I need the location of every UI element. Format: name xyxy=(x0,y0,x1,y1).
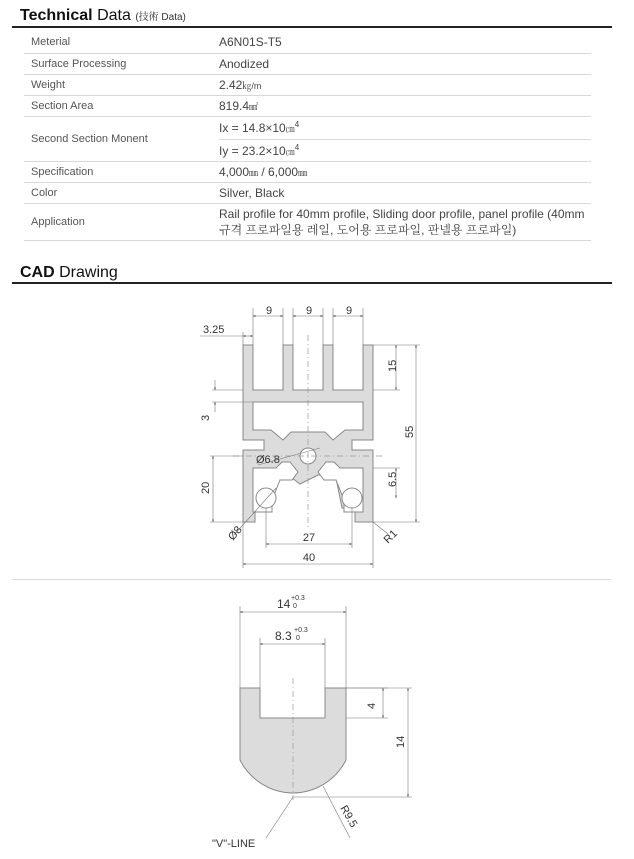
dim-4: 4 xyxy=(366,702,378,709)
ix-unit: ㎝ xyxy=(285,124,295,134)
cad-title-light: Drawing xyxy=(59,264,118,281)
dim-20: 20 xyxy=(200,481,212,494)
v-line-label: "V"-LINE xyxy=(212,838,256,850)
dim-8-3-width: 8.3 xyxy=(275,629,292,643)
application-line-1: Rail profile for 40mm profile, Sliding door profile, panel profile (40mm xyxy=(219,206,585,221)
cad-title-strong: CAD xyxy=(20,264,55,281)
dim-dia-6-8: Ø6.8 xyxy=(256,454,280,466)
area-unit: ㎟ xyxy=(249,101,259,112)
dim-r9-5: R9.5 xyxy=(337,803,360,830)
row-label: Second Section Monent xyxy=(24,116,219,161)
right-hole xyxy=(342,488,362,508)
dim-40: 40 xyxy=(302,552,316,564)
row-value: Anodized xyxy=(219,53,591,74)
row-label: Color xyxy=(24,182,219,203)
dim-3: 3 xyxy=(200,414,212,421)
dim-9-a: 9 xyxy=(265,305,273,317)
dim-14-width: 14 xyxy=(277,597,291,611)
dimension-lines-top xyxy=(200,308,363,345)
spec-value-b: / 6,000 xyxy=(258,164,299,179)
area-value: 819.4 xyxy=(219,98,250,113)
application-line-2: 규격 프로파일용 레일, 도어용 프로파일, 판넬용 프로파일) xyxy=(219,222,517,237)
dim-8-3-tol-up: +0.3 xyxy=(294,627,308,634)
weight-unit: ㎏/m xyxy=(242,80,262,91)
technical-title-strong: Technical xyxy=(20,7,93,24)
row-value: A6N01S-T5 xyxy=(219,32,591,53)
dim-14-tol-down: 0 xyxy=(293,603,297,610)
row-value: Silver, Black xyxy=(219,182,591,203)
ix-value: Ix = 14.8×10 xyxy=(219,121,286,135)
row-label: Surface Processing xyxy=(24,53,219,74)
dim-14-height: 14 xyxy=(395,735,407,748)
rail-outline xyxy=(240,688,346,793)
weight-value: 2.42 xyxy=(219,77,243,92)
dim-r1: R1 xyxy=(381,527,401,547)
dim-9-c: 9 xyxy=(345,305,353,317)
technical-title-sub: (技術 Data) xyxy=(135,12,186,23)
dim-27: 27 xyxy=(302,532,316,544)
row-label: Application xyxy=(24,203,219,240)
iy-value: Iy = 23.2×10 xyxy=(219,143,286,158)
dim-15: 15 xyxy=(387,359,399,372)
dim-6-5: 6.5 xyxy=(387,471,399,487)
dim-3-25: 3.25 xyxy=(203,324,225,336)
iy-unit: ㎝ xyxy=(285,146,295,157)
spec-unit-a: ㎜ xyxy=(249,167,259,178)
row-label: Meterial xyxy=(24,32,219,53)
dim-14-tol-up: +0.3 xyxy=(291,595,305,602)
dim-dia-8: Ø8 xyxy=(226,523,245,543)
dim-8-3-tol-down: 0 xyxy=(296,635,300,642)
spec-unit-b: ㎜ xyxy=(298,167,308,178)
iy-exp: 4 xyxy=(294,142,300,152)
technical-title-light: Data xyxy=(97,7,131,24)
row-label: Weight xyxy=(24,74,219,95)
spec-value-a: 4,000 xyxy=(219,164,250,179)
rail-detail xyxy=(212,595,412,850)
row-label: Specification xyxy=(24,161,219,182)
ix-exp: 4 xyxy=(294,120,300,129)
dim-9-b: 9 xyxy=(305,305,313,317)
dim-55: 55 xyxy=(404,425,416,438)
row-label: Section Area xyxy=(24,95,219,116)
profile-cross-section xyxy=(200,305,420,568)
